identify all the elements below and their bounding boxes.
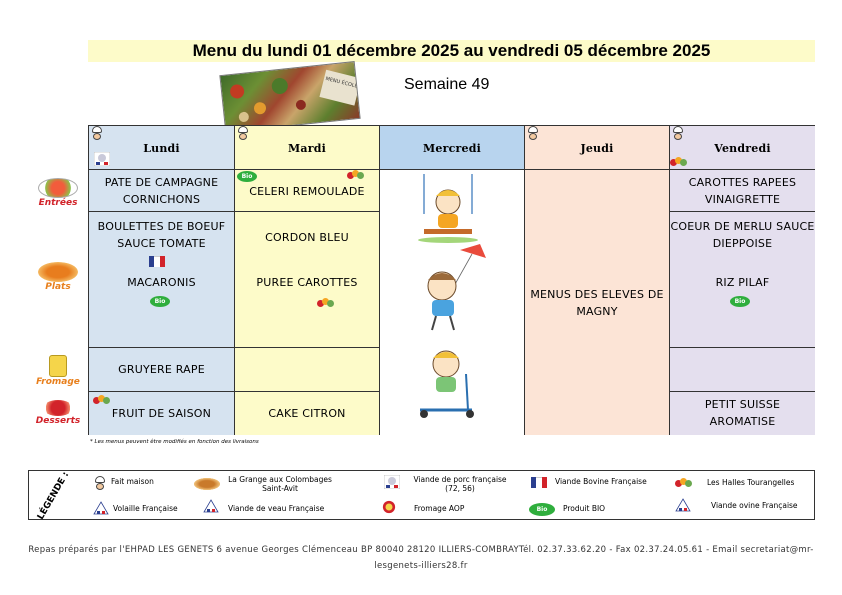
fruit-basket-icon (347, 170, 365, 180)
desserts-label: Desserts (35, 416, 81, 426)
plats-label: Plats (45, 282, 71, 292)
bio-badge-icon: Bio (150, 296, 170, 307)
tuesday-entree: CELERI REMOULADE (235, 170, 380, 212)
friday-entree: CAROTTES RAPEES VINAIGRETTE (670, 170, 815, 212)
volaille-francaise-icon (93, 501, 109, 515)
header-wednesday: Mercredi (380, 126, 525, 170)
entrees-label: Entrées (38, 198, 78, 208)
legend-box (28, 470, 815, 520)
bio-badge-icon: Bio (237, 171, 257, 182)
ovine-francaise-icon (675, 498, 691, 512)
footer-line-2: lesgenets-illiers28.fr (374, 561, 468, 571)
page-title: Menu du lundi 01 décembre 2025 au vendredi 05 décembre 2025 (88, 40, 815, 62)
children-playing-icon (410, 174, 490, 429)
chef-hat-icon (671, 126, 685, 140)
plats-row-icon (32, 262, 84, 292)
legend-bio: Produit BIO (563, 504, 606, 513)
chef-hat-icon (93, 476, 107, 490)
delivery-note: * Les menus peuvent être modifiés en fonction des livraisons (90, 439, 259, 445)
thursday-menu: MENUS DES ELEVES DE MAGNY (525, 170, 670, 435)
legend-veau: Viande de veau Française (228, 504, 325, 513)
legend-ovine: Viande ovine Française (711, 501, 798, 510)
monday-dessert: FRUIT DE SAISON (89, 392, 235, 435)
friday-dessert: PETIT SUISSE AROMATISE (670, 392, 815, 435)
aop-icon (381, 500, 397, 514)
legend-grange: La Grange aux Colombages Saint-Avit (228, 475, 332, 493)
legend-bovine: Viande Bovine Française (555, 477, 647, 486)
photo-tag: MENU ÉCOLE (319, 70, 360, 106)
menu-grid (88, 125, 815, 435)
fruit-basket-icon (675, 478, 693, 488)
vbf-icon (149, 256, 165, 267)
friday-fromage (670, 348, 815, 392)
grange-icon (194, 478, 220, 490)
header-thursday: Jeudi (525, 126, 670, 170)
bio-badge-icon: Bio (529, 503, 555, 516)
fromage-row-icon (32, 355, 84, 387)
tuesday-plat: CORDON BLEU PUREE CAROTTES (235, 212, 380, 348)
legend-volaille: Volaille Française (113, 504, 178, 513)
monday-fromage: GRUYERE RAPE (89, 348, 235, 392)
monday-entree: PATE DE CAMPAGNE CORNICHONS (89, 170, 235, 212)
friday-plat: COEUR DE MERLU SAUCE DIEPPOISE RIZ PILAF (670, 212, 815, 348)
header-tuesday: Mardi (235, 126, 380, 170)
bio-badge-icon: Bio (730, 296, 750, 307)
vbf-icon (531, 477, 547, 488)
fruit-basket-icon (93, 395, 111, 405)
label-rouge-porc-icon (94, 152, 110, 166)
legend-aop: Fromage AOP (414, 504, 465, 513)
footer-line-1: Repas préparés par l'EHPAD LES GENETS 6 avenue Georges Clémenceau BP 80040 28120 ILLIERS-COMBRAYTél. 02.37.33.62.20 - Fax 02.37.24.05.61 - Email secretariat@mr- (28, 545, 814, 555)
desserts-row-icon (32, 400, 84, 426)
entrees-row-icon (32, 178, 84, 208)
label-rouge-porc-icon (384, 475, 400, 489)
fruit-basket-icon (317, 298, 335, 308)
header-friday: Vendredi (670, 126, 815, 170)
chef-hat-icon (526, 126, 540, 140)
wednesday-illustration (380, 170, 525, 435)
legend-porc: Viande de porc française (72, 56) (413, 475, 507, 493)
fruit-basket-icon (670, 157, 688, 167)
header-monday: Lundi (89, 126, 235, 170)
vegetables-photo (219, 61, 360, 133)
legend-fait-maison: Fait maison (111, 477, 154, 486)
fromage-label: Fromage (36, 377, 80, 387)
week-label: Semaine 49 (404, 76, 490, 93)
tuesday-fromage (235, 348, 380, 392)
monday-plat: BOULETTES DE BOEUF SAUCE TOMATE MACARONIS (89, 212, 235, 348)
legend-halles: Les Halles Tourangelles (707, 478, 795, 487)
legend-title: LÉGENDE : (35, 470, 72, 522)
chef-hat-icon (236, 126, 250, 140)
chef-hat-icon (90, 126, 104, 140)
tuesday-dessert: CAKE CITRON (235, 392, 380, 435)
veau-francais-icon (203, 499, 219, 513)
